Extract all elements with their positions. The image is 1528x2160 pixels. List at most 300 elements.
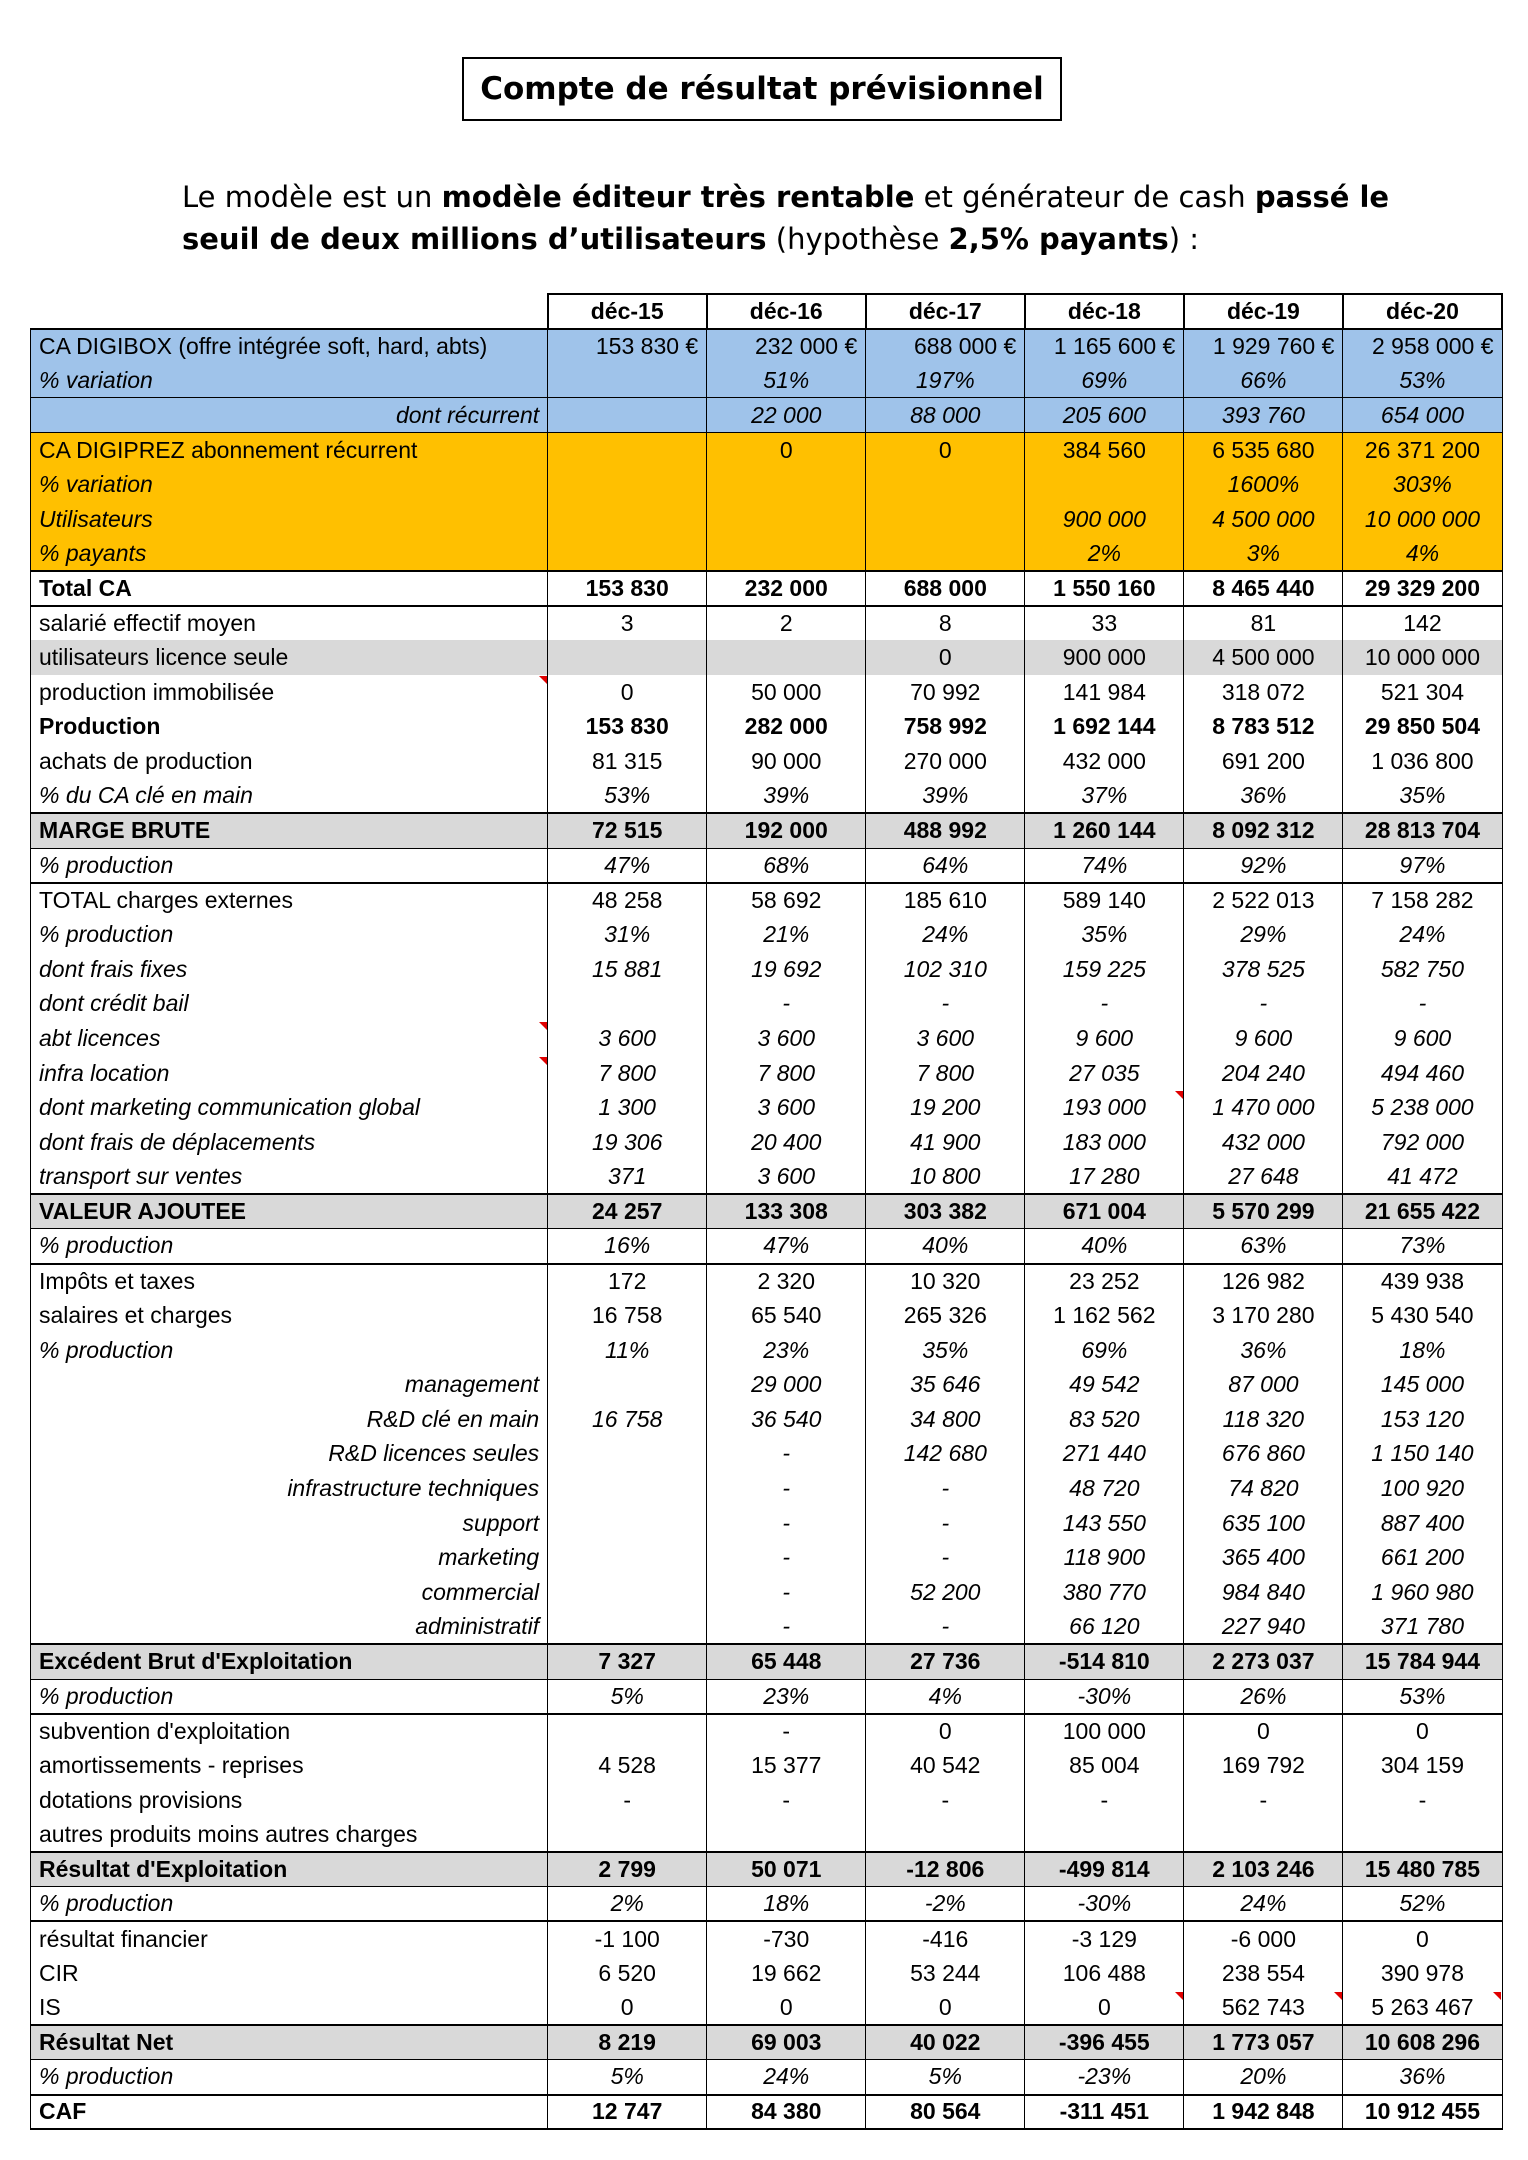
table-cell: 688 000 [866, 571, 1025, 606]
table-row [31, 1264, 1503, 1299]
row-label: administratif [31, 1610, 548, 1645]
table-cell [866, 536, 1025, 571]
table-cell: 303% [1343, 467, 1502, 502]
table-cell: 204 240 [1184, 1056, 1343, 1091]
table-cell: 371 [548, 1160, 707, 1195]
row-label: amortissements - reprises [31, 1748, 548, 1783]
table-row [31, 1887, 1503, 1922]
table-cell: 41 472 [1343, 1160, 1502, 1195]
table-cell: 318 072 [1184, 675, 1343, 710]
table-cell: 5 430 540 [1343, 1298, 1502, 1333]
column-header: déc-15 [548, 294, 707, 329]
table-cell: - [1184, 987, 1343, 1022]
table-cell: 1 150 140 [1343, 1437, 1502, 1472]
table-cell: 0 [707, 433, 866, 468]
row-label: subvention d'exploitation [31, 1714, 548, 1749]
table-cell: 12 747 [548, 2095, 707, 2130]
table-cell: 5% [866, 2060, 1025, 2095]
table-cell: 185 610 [866, 883, 1025, 918]
table-cell [707, 640, 866, 675]
table-row [31, 502, 1503, 537]
table-cell [1184, 1818, 1343, 1853]
table-row [31, 1506, 1503, 1541]
row-label: salarié effectif moyen [31, 606, 548, 641]
table-cell: - [866, 1783, 1025, 1818]
table-cell: 654 000 [1343, 398, 1502, 433]
table-cell: 97% [1343, 848, 1502, 883]
table-row [31, 675, 1503, 710]
header-row [31, 294, 1503, 329]
table-cell: 9 600 [1025, 1021, 1184, 1056]
table-row [31, 1991, 1503, 2026]
table-cell: 73% [1343, 1229, 1502, 1264]
table-row [31, 606, 1503, 641]
table-cell: - [707, 1506, 866, 1541]
table-cell: 52% [1343, 1887, 1502, 1922]
table-cell: 20% [1184, 2060, 1343, 2095]
table-cell: 39% [866, 779, 1025, 814]
comment-marker-icon [1175, 1091, 1183, 1099]
table-cell: 1600% [1184, 467, 1343, 502]
table-cell: 205 600 [1025, 398, 1184, 433]
table-cell [707, 502, 866, 537]
table-cell: 47% [707, 1229, 866, 1264]
table-row [31, 536, 1503, 571]
table-cell: 100 000 [1025, 1714, 1184, 1749]
table-cell: 303 382 [866, 1194, 1025, 1229]
table-cell [866, 467, 1025, 502]
row-label: transport sur ventes [31, 1160, 548, 1195]
table-cell: - [1184, 1783, 1343, 1818]
table-cell: 193 000 [1025, 1090, 1184, 1125]
row-label: Utilisateurs [31, 502, 548, 537]
table-row [31, 1160, 1503, 1195]
row-label: dont frais fixes [31, 952, 548, 987]
table-row [31, 1298, 1503, 1333]
table-row [31, 1748, 1503, 1783]
table-cell: 8 783 512 [1184, 710, 1343, 745]
table-cell: 24% [1184, 1887, 1343, 1922]
row-label: R&D licences seules [31, 1437, 548, 1472]
table-cell: 40 542 [866, 1748, 1025, 1783]
table-cell: 15 784 944 [1343, 1644, 1502, 1679]
table-cell [548, 1471, 707, 1506]
table-cell: 24% [1343, 917, 1502, 952]
table-cell: 35% [1343, 779, 1502, 814]
row-label: support [31, 1506, 548, 1541]
table-cell: 0 [866, 640, 1025, 675]
comment-marker-icon [1334, 1992, 1342, 2000]
row-label: TOTAL charges externes [31, 883, 548, 918]
table-cell: 26% [1184, 1679, 1343, 1714]
table-cell: 19 662 [707, 1956, 866, 1991]
comment-marker-icon [539, 1057, 547, 1065]
table-row [31, 2095, 1503, 2130]
row-label: dont crédit bail [31, 987, 548, 1022]
intro-bold-2: passé le seuil de deux millions d’utilisateurs [182, 180, 1390, 256]
table-cell: 19 200 [866, 1090, 1025, 1125]
table-cell: 18% [1343, 1333, 1502, 1368]
table-cell: 26 371 200 [1343, 433, 1502, 468]
table-row [31, 1229, 1503, 1264]
column-header: déc-19 [1184, 294, 1343, 329]
table-cell: 5% [548, 2060, 707, 2095]
table-cell: -3 129 [1025, 1921, 1184, 1956]
table-cell: 0 [866, 1714, 1025, 1749]
table-row [31, 1367, 1503, 1402]
table-cell [1025, 467, 1184, 502]
table-cell [707, 1818, 866, 1853]
table-cell: 3 600 [707, 1090, 866, 1125]
table-row [31, 1852, 1503, 1887]
row-label: Excédent Brut d'Exploitation [31, 1644, 548, 1679]
row-label: autres produits moins autres charges [31, 1818, 548, 1853]
table-cell: -730 [707, 1921, 866, 1956]
table-cell: 142 [1343, 606, 1502, 641]
table-row [31, 1333, 1503, 1368]
table-cell: 494 460 [1343, 1056, 1502, 1091]
column-header: déc-18 [1025, 294, 1184, 329]
table-cell: 589 140 [1025, 883, 1184, 918]
table-cell: -396 455 [1025, 2025, 1184, 2060]
table-cell: 40 022 [866, 2025, 1025, 2060]
table-row [31, 883, 1503, 918]
table-cell: 100 920 [1343, 1471, 1502, 1506]
table-cell: 24% [866, 917, 1025, 952]
table-cell: 393 760 [1184, 398, 1343, 433]
table-cell [548, 1437, 707, 1472]
row-label: Résultat d'Exploitation [31, 1852, 548, 1887]
table-row [31, 917, 1503, 952]
table-cell: 16 758 [548, 1402, 707, 1437]
table-cell: 232 000 [707, 571, 866, 606]
table-cell: 23% [707, 1679, 866, 1714]
row-label: IS [31, 1991, 548, 2026]
table-cell: 64% [866, 848, 1025, 883]
table-cell: -6 000 [1184, 1921, 1343, 1956]
table-row [31, 1194, 1503, 1229]
table-cell: 1 036 800 [1343, 744, 1502, 779]
table-cell: 92% [1184, 848, 1343, 883]
table-cell: - [548, 1783, 707, 1818]
table-cell [548, 398, 707, 433]
table-cell: 4% [1343, 536, 1502, 571]
table-cell: - [707, 987, 866, 1022]
table-cell: 984 840 [1184, 1575, 1343, 1610]
table-cell: 390 978 [1343, 1956, 1502, 1991]
row-label: production immobilisée [31, 675, 548, 710]
table-cell: 2% [1025, 536, 1184, 571]
table-cell: 365 400 [1184, 1541, 1343, 1576]
table-cell: 11% [548, 1333, 707, 1368]
table-cell: 53% [1343, 363, 1502, 398]
table-cell: 6 520 [548, 1956, 707, 1991]
row-label: % production [31, 2060, 548, 2095]
table-cell: 10 608 296 [1343, 2025, 1502, 2060]
table-cell: 16 758 [548, 1298, 707, 1333]
row-label: % production [31, 1679, 548, 1714]
row-label: commercial [31, 1575, 548, 1610]
table-cell: 10 912 455 [1343, 2095, 1502, 2130]
table-cell: 65 540 [707, 1298, 866, 1333]
table-row [31, 398, 1503, 433]
row-label: % production [31, 1229, 548, 1264]
row-label: % production [31, 1333, 548, 1368]
row-label: CA DIGIPREZ abonnement récurrent [31, 433, 548, 468]
table-cell: 2 522 013 [1184, 883, 1343, 918]
table-cell: 304 159 [1343, 1748, 1502, 1783]
row-label: dont frais de déplacements [31, 1125, 548, 1160]
table-row [31, 2060, 1503, 2095]
table-cell: 270 000 [866, 744, 1025, 779]
header-blank-cell [31, 294, 548, 329]
row-label: dont marketing communication global [31, 1090, 548, 1125]
table-cell: 126 982 [1184, 1264, 1343, 1299]
table-cell: 81 315 [548, 744, 707, 779]
table-cell: 271 440 [1025, 1437, 1184, 1472]
table-cell: - [1025, 987, 1184, 1022]
table-cell: 3 600 [707, 1160, 866, 1195]
table-cell [548, 433, 707, 468]
table-cell: 37% [1025, 779, 1184, 814]
row-label: % production [31, 848, 548, 883]
table-cell: 172 [548, 1264, 707, 1299]
table-cell [548, 1610, 707, 1645]
table-cell: 2 103 246 [1184, 1852, 1343, 1887]
table-cell: 48 720 [1025, 1471, 1184, 1506]
table-row [31, 433, 1503, 468]
table-cell: 145 000 [1343, 1367, 1502, 1402]
table-cell: 488 992 [866, 813, 1025, 848]
table-row [31, 1783, 1503, 1818]
table-cell: 3% [1184, 536, 1343, 571]
table-cell: 39% [707, 779, 866, 814]
table-cell: 0 [548, 675, 707, 710]
table-cell: 29 329 200 [1343, 571, 1502, 606]
table-cell: 118 320 [1184, 1402, 1343, 1437]
table-cell: - [707, 1471, 866, 1506]
table-row [31, 952, 1503, 987]
table-cell: 15 377 [707, 1748, 866, 1783]
table-cell: 432 000 [1184, 1125, 1343, 1160]
table-cell: 691 200 [1184, 744, 1343, 779]
table-cell: 282 000 [707, 710, 866, 745]
table-cell: 0 [866, 433, 1025, 468]
table-cell: 19 692 [707, 952, 866, 987]
table-cell: 4 528 [548, 1748, 707, 1783]
table-cell [548, 1506, 707, 1541]
row-label: Total CA [31, 571, 548, 606]
table-cell: 8 219 [548, 2025, 707, 2060]
table-cell: 15 881 [548, 952, 707, 987]
table-cell: 4 500 000 [1184, 502, 1343, 537]
row-label: % payants [31, 536, 548, 571]
table-cell: 53% [548, 779, 707, 814]
table-cell: 0 [1343, 1714, 1502, 1749]
table-cell: 24% [707, 2060, 866, 2095]
table-cell: 34 800 [866, 1402, 1025, 1437]
income-statement-table [30, 293, 1503, 2130]
table-cell: 4 500 000 [1184, 640, 1343, 675]
intro-text-3: (hypothèse [766, 222, 949, 256]
table-cell: 74 820 [1184, 1471, 1343, 1506]
table-cell: - [866, 987, 1025, 1022]
table-row [31, 1714, 1503, 1749]
table-cell: 133 308 [707, 1194, 866, 1229]
table-cell: 49 542 [1025, 1367, 1184, 1402]
row-label: CAF [31, 2095, 548, 2130]
table-cell: 87 000 [1184, 1367, 1343, 1402]
table-cell: - [866, 1506, 1025, 1541]
table-cell: 53 244 [866, 1956, 1025, 1991]
table-cell: 84 380 [707, 2095, 866, 2130]
table-cell: 3 170 280 [1184, 1298, 1343, 1333]
table-cell: 5 238 000 [1343, 1090, 1502, 1125]
table-cell: 53% [1343, 1679, 1502, 1714]
page-title [462, 57, 1062, 121]
table-cell: 65 448 [707, 1644, 866, 1679]
table-cell: - [866, 1541, 1025, 1576]
table-cell: 21 655 422 [1343, 1194, 1502, 1229]
table-cell: 432 000 [1025, 744, 1184, 779]
table-cell: 88 000 [866, 398, 1025, 433]
table-cell: 153 120 [1343, 1402, 1502, 1437]
table-cell: 676 860 [1184, 1437, 1343, 1472]
table-cell: 1 260 144 [1025, 813, 1184, 848]
table-cell: 27 736 [866, 1644, 1025, 1679]
table-row [31, 363, 1503, 398]
table-cell: 29 000 [707, 1367, 866, 1402]
table-cell: 0 [548, 1991, 707, 2026]
table-row [31, 1090, 1503, 1125]
table-cell [866, 1818, 1025, 1853]
table-cell: 439 938 [1343, 1264, 1502, 1299]
table-cell: 371 780 [1343, 1610, 1502, 1645]
table-cell: 2 273 037 [1184, 1644, 1343, 1679]
table-cell: 19 306 [548, 1125, 707, 1160]
comment-marker-icon [1493, 1992, 1501, 2000]
table-row [31, 1402, 1503, 1437]
row-label: marketing [31, 1541, 548, 1576]
table-cell: 0 [1184, 1714, 1343, 1749]
table-cell: 688 000 € [866, 329, 1025, 364]
table-cell: 15 480 785 [1343, 1852, 1502, 1887]
table-cell: 16% [548, 1229, 707, 1264]
table-cell: 3 600 [707, 1021, 866, 1056]
table-cell: 10 320 [866, 1264, 1025, 1299]
table-cell: - [866, 1610, 1025, 1645]
table-cell: -2% [866, 1887, 1025, 1922]
table-cell [707, 467, 866, 502]
table-cell: 6 535 680 [1184, 433, 1343, 468]
table-cell: -311 451 [1025, 2095, 1184, 2130]
table-row [31, 779, 1503, 814]
table-cell: 142 680 [866, 1437, 1025, 1472]
table-cell: 10 000 000 [1343, 640, 1502, 675]
table-row [31, 744, 1503, 779]
table-row [31, 1125, 1503, 1160]
row-label: achats de production [31, 744, 548, 779]
table-cell: 153 830 € [548, 329, 707, 364]
table-cell: 143 550 [1025, 1506, 1184, 1541]
table-cell: -499 814 [1025, 1852, 1184, 1887]
table-cell: 758 992 [866, 710, 1025, 745]
table-cell: 4% [866, 1679, 1025, 1714]
table-row [31, 1956, 1503, 1991]
table-cell: - [707, 1437, 866, 1472]
table-cell: 27 035 [1025, 1056, 1184, 1091]
table-row [31, 1437, 1503, 1472]
row-label: % production [31, 1887, 548, 1922]
table-cell: 85 004 [1025, 1748, 1184, 1783]
table-cell: 900 000 [1025, 502, 1184, 537]
table-cell: 2 320 [707, 1264, 866, 1299]
row-label: CIR [31, 1956, 548, 1991]
table-cell: 24 257 [548, 1194, 707, 1229]
row-label: résultat financier [31, 1921, 548, 1956]
page-title-text: Compte de résultat prévisionnel [480, 71, 1044, 107]
row-label: abt licences [31, 1021, 548, 1056]
table-cell: 2 958 000 € [1343, 329, 1502, 364]
intro-paragraph [182, 176, 1422, 260]
table-cell: 1 550 160 [1025, 571, 1184, 606]
table-cell: 1 960 980 [1343, 1575, 1502, 1610]
table-cell: 380 770 [1025, 1575, 1184, 1610]
table-cell: 118 900 [1025, 1541, 1184, 1576]
table-row [31, 1541, 1503, 1576]
table-cell: 7 327 [548, 1644, 707, 1679]
table-cell: 23% [707, 1333, 866, 1368]
table-cell [548, 502, 707, 537]
table-cell: 80 564 [866, 2095, 1025, 2130]
table-cell: 141 984 [1025, 675, 1184, 710]
table-cell: 48 258 [548, 883, 707, 918]
table-cell: - [707, 1610, 866, 1645]
table-cell: 2 [707, 606, 866, 641]
table-cell: 20 400 [707, 1125, 866, 1160]
table-cell: -416 [866, 1921, 1025, 1956]
table-cell: 74% [1025, 848, 1184, 883]
table-cell: 66 120 [1025, 1610, 1184, 1645]
table-cell: 40% [1025, 1229, 1184, 1264]
table-cell: 68% [707, 848, 866, 883]
table-cell [548, 987, 707, 1022]
table-cell [548, 467, 707, 502]
table-cell [548, 1367, 707, 1402]
table-cell: 69% [1025, 1333, 1184, 1368]
table-cell: 51% [707, 363, 866, 398]
table-cell: 521 304 [1343, 675, 1502, 710]
table-cell [548, 1818, 707, 1853]
row-label: % variation [31, 467, 548, 502]
table-cell: 2 799 [548, 1852, 707, 1887]
table-cell: 7 800 [548, 1056, 707, 1091]
table-cell: 1 470 000 [1184, 1090, 1343, 1125]
table-cell: 35% [866, 1333, 1025, 1368]
table-cell [548, 536, 707, 571]
table-row [31, 1610, 1503, 1645]
table-cell: 1 692 144 [1025, 710, 1184, 745]
table-cell: 2% [548, 1887, 707, 1922]
table-cell: 3 [548, 606, 707, 641]
table-cell [548, 1714, 707, 1749]
table-cell: 28 813 704 [1343, 813, 1502, 848]
table-cell [866, 502, 1025, 537]
table-row [31, 1644, 1503, 1679]
column-header: déc-16 [707, 294, 866, 329]
table-cell: 1 165 600 € [1025, 329, 1184, 364]
intro-bold-1: modèle éditeur très rentable [441, 180, 915, 214]
